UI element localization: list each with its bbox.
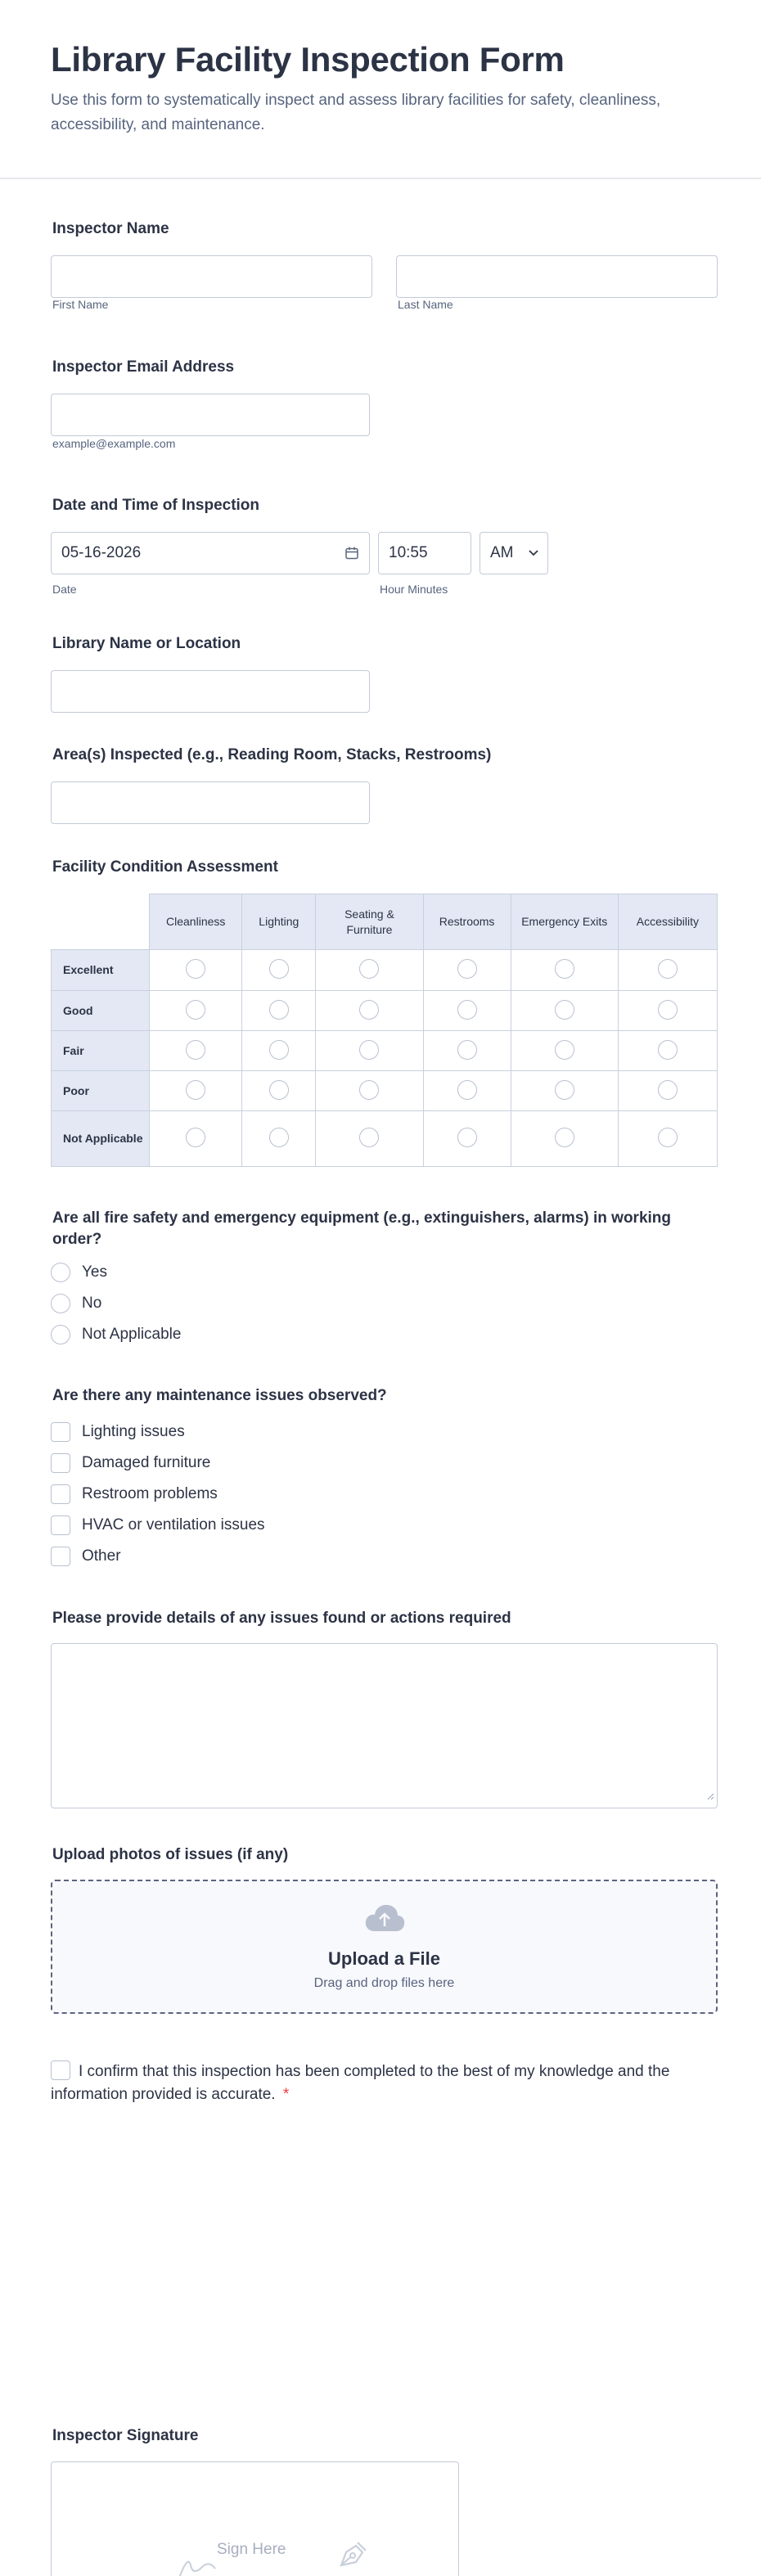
matrix-cell[interactable]: [150, 991, 242, 1031]
matrix-cell[interactable]: [511, 1071, 618, 1111]
matrix-cell[interactable]: [618, 1071, 717, 1111]
details-textarea[interactable]: [51, 1643, 718, 1808]
matrix-cell[interactable]: [511, 1111, 618, 1167]
matrix-col-header: Lighting: [242, 894, 316, 950]
option-label: Restroom problems: [82, 1485, 218, 1502]
library-input[interactable]: [51, 670, 370, 713]
option-label: Damaged furniture: [82, 1454, 211, 1471]
matrix-cell[interactable]: [150, 1071, 242, 1111]
matrix-row-header: Poor: [52, 1071, 150, 1111]
radio-button[interactable]: [658, 1128, 678, 1147]
matrix-cell[interactable]: [423, 950, 511, 991]
matrix-col-header: Seating & Furniture: [316, 894, 423, 950]
fire-safety-option-no[interactable]: [51, 1288, 181, 1319]
radio-button[interactable]: [555, 1000, 574, 1020]
fire-safety-label: Are all fire safety and emergency equipment (e.g., extinguishers, alarms) in working order?: [52, 1209, 672, 1248]
last-name-input[interactable]: [396, 255, 718, 298]
checkbox[interactable]: [51, 1484, 70, 1504]
matrix-cell[interactable]: [316, 1111, 423, 1167]
radio-button[interactable]: [186, 1128, 205, 1147]
radio-button[interactable]: [457, 1040, 477, 1060]
matrix-row-header: Fair: [52, 1031, 150, 1071]
matrix-cell[interactable]: [511, 1031, 618, 1071]
last-name-sublabel: Last Name: [398, 298, 453, 311]
matrix-row-header: Excellent: [52, 950, 150, 991]
radio-button[interactable]: [555, 1128, 574, 1147]
upload-dropzone[interactable]: [51, 1880, 718, 2014]
form-header: [0, 0, 761, 179]
radio-button[interactable]: [359, 1080, 379, 1100]
ampm-select[interactable]: [480, 532, 548, 574]
radio-button[interactable]: [457, 1080, 477, 1100]
matrix-cell[interactable]: [511, 991, 618, 1031]
inspector-name-label: Inspector Name: [52, 220, 169, 237]
matrix-cell[interactable]: [423, 1071, 511, 1111]
fire-safety-options: [51, 1257, 181, 1350]
signature-pad[interactable]: [51, 2461, 459, 2576]
date-input[interactable]: [51, 532, 370, 574]
time-input[interactable]: [378, 532, 471, 574]
confirm-text: I confirm that this inspection has been completed to the best of my knowledge and the information provided is accurate.: [51, 2063, 670, 2103]
signature-placeholder: Sign Here: [217, 2541, 286, 2558]
confirm-checkbox[interactable]: [51, 2060, 70, 2080]
matrix-cell[interactable]: [242, 991, 316, 1031]
checkbox[interactable]: [51, 1422, 70, 1442]
radio-button[interactable]: [359, 1040, 379, 1060]
matrix-cell[interactable]: [423, 991, 511, 1031]
matrix-row: [52, 1031, 718, 1071]
radio-button[interactable]: [457, 1000, 477, 1020]
matrix-cell[interactable]: [423, 1031, 511, 1071]
radio-button[interactable]: [269, 1040, 289, 1060]
time-sublabel: Hour Minutes: [380, 583, 448, 596]
matrix-col-header: Accessibility: [618, 894, 717, 950]
matrix-cell[interactable]: [511, 950, 618, 991]
option-label: Other: [82, 1547, 121, 1565]
condition-matrix: [51, 894, 718, 1167]
radio-button[interactable]: [359, 1000, 379, 1020]
matrix-label: Facility Condition Assessment: [52, 858, 278, 876]
pen-nib-icon: [333, 2538, 369, 2576]
matrix-cell[interactable]: [618, 950, 717, 991]
option-label: Not Applicable: [82, 1326, 182, 1343]
maintenance-option-lighting[interactable]: [51, 1416, 265, 1448]
matrix-cell[interactable]: [316, 950, 423, 991]
matrix-row: [52, 1071, 718, 1111]
matrix-row: [52, 950, 718, 991]
time-value: 10:55: [389, 544, 428, 561]
upload-label: Upload photos of issues (if any): [52, 1846, 289, 1863]
matrix-row-header: Not Applicable: [52, 1111, 150, 1167]
radio-button[interactable]: [359, 959, 379, 979]
confirm-block: [51, 2060, 689, 2105]
radio-button[interactable]: [269, 1000, 289, 1020]
calendar-icon[interactable]: [344, 546, 359, 561]
required-asterisk: *: [282, 2085, 290, 2103]
matrix-cell[interactable]: [618, 1031, 717, 1071]
maintenance-option-restroom[interactable]: [51, 1479, 265, 1510]
matrix-col-header: Cleanliness: [150, 894, 242, 950]
form-title: Library Facility Inspection Form: [51, 40, 565, 79]
email-label: Inspector Email Address: [52, 358, 235, 376]
upload-subtitle: Drag and drop files here: [313, 1975, 455, 1990]
matrix-cell[interactable]: [618, 1111, 717, 1167]
email-input[interactable]: [51, 394, 370, 436]
matrix-row: [52, 1111, 718, 1167]
ampm-value: AM: [490, 544, 514, 561]
date-value: 05-16-2026: [61, 544, 142, 561]
details-label: Please provide details of any issues found or actions required: [52, 1610, 511, 1627]
checkbox[interactable]: [51, 1547, 70, 1566]
resize-handle-icon[interactable]: [706, 1787, 714, 1805]
radio-button[interactable]: [269, 1128, 289, 1147]
matrix-cell[interactable]: [316, 1031, 423, 1071]
radio-button[interactable]: [555, 1040, 574, 1060]
matrix-cell[interactable]: [150, 950, 242, 991]
email-sublabel: example@example.com: [52, 437, 176, 450]
chevron-down-icon: [528, 544, 539, 562]
radio-button[interactable]: [658, 1040, 678, 1060]
library-label: Library Name or Location: [52, 635, 241, 652]
matrix-cell[interactable]: [316, 1071, 423, 1111]
matrix-cell[interactable]: [618, 991, 717, 1031]
radio-button[interactable]: [186, 959, 205, 979]
first-name-input[interactable]: [51, 255, 372, 298]
matrix-cell[interactable]: [242, 1111, 316, 1167]
radio-button[interactable]: [658, 1000, 678, 1020]
upload-title: Upload a File: [328, 1948, 440, 1969]
matrix-cell[interactable]: [150, 1031, 242, 1071]
maintenance-label: Are there any maintenance issues observed?: [52, 1387, 387, 1404]
form-description: Use this form to systematically inspect and assess library facilities for safety, cleanliness, accessibility, and maintenance.: [51, 92, 661, 133]
option-label: Lighting issues: [82, 1423, 185, 1440]
radio-button[interactable]: [51, 1325, 70, 1344]
radio-button[interactable]: [457, 1128, 477, 1147]
matrix-cell[interactable]: [242, 950, 316, 991]
first-name-sublabel: First Name: [52, 298, 109, 311]
fire-safety-option-yes[interactable]: [51, 1257, 181, 1288]
maintenance-options: [51, 1416, 265, 1572]
matrix-cell[interactable]: [150, 1111, 242, 1167]
matrix-row: [52, 991, 718, 1031]
maintenance-option-furniture[interactable]: [51, 1448, 265, 1479]
matrix-row-header: Good: [52, 991, 150, 1031]
checkbox[interactable]: [51, 1453, 70, 1473]
radio-button[interactable]: [555, 959, 574, 979]
option-label: Yes: [82, 1263, 107, 1281]
date-sublabel: Date: [52, 583, 77, 596]
radio-button[interactable]: [51, 1263, 70, 1282]
matrix-cell[interactable]: [423, 1111, 511, 1167]
matrix-cell[interactable]: [242, 1031, 316, 1071]
radio-button[interactable]: [658, 959, 678, 979]
areas-label: Area(s) Inspected (e.g., Reading Room, Stacks, Restrooms): [52, 746, 492, 763]
cloud-upload-icon: [363, 1903, 406, 1937]
radio-button[interactable]: [555, 1080, 574, 1100]
radio-button[interactable]: [51, 1294, 70, 1313]
option-label: No: [82, 1295, 102, 1312]
matrix-corner: [52, 894, 150, 950]
signature-scribble-icon: [173, 2547, 263, 2576]
fire-safety-option-na[interactable]: [51, 1319, 181, 1350]
radio-button[interactable]: [457, 959, 477, 979]
radio-button[interactable]: [186, 1040, 205, 1060]
option-label: HVAC or ventilation issues: [82, 1516, 265, 1533]
radio-button[interactable]: [269, 1080, 289, 1100]
radio-button[interactable]: [658, 1080, 678, 1100]
maintenance-option-hvac[interactable]: [51, 1510, 265, 1541]
checkbox[interactable]: [51, 1515, 70, 1535]
matrix-col-header: Restrooms: [423, 894, 511, 950]
matrix-cell[interactable]: [316, 991, 423, 1031]
matrix-cell[interactable]: [242, 1071, 316, 1111]
maintenance-option-other[interactable]: [51, 1541, 265, 1572]
datetime-label: Date and Time of Inspection: [52, 497, 260, 514]
radio-button[interactable]: [186, 1000, 205, 1020]
radio-button[interactable]: [186, 1080, 205, 1100]
matrix-col-header: Emergency Exits: [511, 894, 618, 950]
radio-button[interactable]: [269, 959, 289, 979]
signature-label: Inspector Signature: [52, 2427, 199, 2444]
radio-button[interactable]: [359, 1128, 379, 1147]
areas-input[interactable]: [51, 781, 370, 824]
